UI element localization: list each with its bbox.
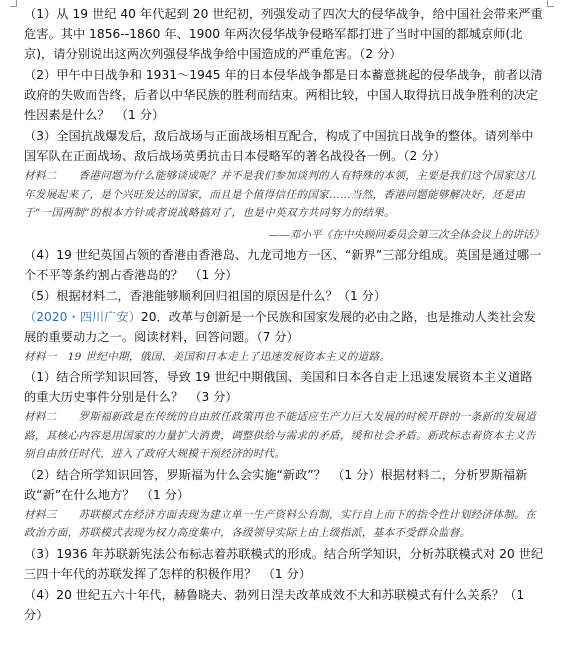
material-2-text: 材料二 香港问题为什么能够谈成呢？并不是我们参加谈判的人有特殊的本领，主要是我们这个国家这几年发展起来了，是个兴旺发达的国家，而且是个值得信任的国家……当然，香港问题能够解决好，还是由于“一国两制”的根本方针或者说战略搞对了，也是中英双方共同努力的结果。 [24, 170, 537, 219]
question-1: （1）从 19 世纪 40 年代起到 20 世纪初，列强发动了四次大的侵华战争，给中国社会带来严重危害。其中 1856--1860 年、1900 年两次侵华战争侵略军都打进了当时中国的都城京师(北京)，请分别说出这两次列强侵华战争给中国造成的严重危害。（2 分） [24, 7, 543, 61]
material-3-text: 材料三 苏联模式在经济方面表现为建立单一生产资料公有制，实行自上而下的指令性计划经济体制。在政治方面，苏联模式表现为权力高度集中，各级领导实际上由上级指派，基本不受群众监督。 [24, 508, 537, 539]
sub-question-2: （2）结合所学知识回答，罗斯福为什么会实施“新政”？ （1 分）根据材料二，分析罗斯福新政“新”在什么地方？ （1 分） [24, 467, 528, 502]
material-2-source: ——邓小平《在中央顾问委员会第三次全体会议上的讲话》 [268, 228, 544, 241]
question-5: （5）根据材料二，香港能够顺利回归祖国的原因是什么？（1 分） [24, 288, 387, 303]
sub-question-1: （1）结合所学知识回答，导致 19 世纪中期俄国、美国和日本各自走上迅速发展资本主义道路的重大历史事件分别是什么？ （3 分） [24, 370, 533, 404]
question-2: （2）甲午中日战争和 1931～1945 年的日本侵华战争都是日本蓄意挑起的侵华战争，前者以清政府的失败而告终，后者以中华民族的胜利而结束。两相比较，中国人取得抗日战争胜利的决定性因素是什么？ （1 分） [24, 68, 543, 122]
question-20-text: 20．改革与创新是一个民族和国家发展的必由之路，也是推动人类社会发展的重要动力之一。阅读材料，回答问题。（7 分） [24, 309, 536, 344]
material-1-text: 材料一 19 世纪中期，俄国、美国和日本走上了迅速发展资本主义的道路。 [24, 350, 391, 363]
material-2b-text: 材料二 罗斯福新政是在传统的自由放任政策再也不能适应生产力巨大发展的时候开辟的一条新的发展道路，其核心内容是用国家的力量扩大消费，调整供给与需求的矛盾，缓和社会矛盾。新政标志着资本主义告别自由放任时代，进入了政府大规模干预经济的时代。 [24, 411, 537, 460]
question-3: （3）全国抗战爆发后，敌后战场与正面战场相互配合，构成了中国抗日战争的整体。请列举中国军队在正面战场、敌后战场英勇抗击日本侵略军的著名战役各一例。（2 分） [24, 129, 534, 163]
crop-mark-right [547, 0, 554, 7]
sub-question-4: （4）20 世纪五六十年代，赫鲁晓夫、勃列日涅夫改革成效不大和苏联模式有什么关系？（1 分） [24, 587, 525, 622]
crop-mark-left [10, 0, 17, 7]
question-20 [24, 307, 544, 347]
question-4: （4）19 世纪英国占领的香港由香港岛、九龙司地方一区、“新界”三部分组成。英国是通过哪一个不平等条约割占香港岛的？ （1 分） [24, 247, 542, 282]
sub-question-3: （3）1936 年苏联新宪法公布标志着苏联模式的形成。结合所学知识，分析苏联模式对 20 世纪三四十年代的苏联发挥了怎样的积极作用？ （1 分） [24, 546, 544, 581]
question-20-source-tag: （2020・四川广安） [24, 309, 141, 324]
